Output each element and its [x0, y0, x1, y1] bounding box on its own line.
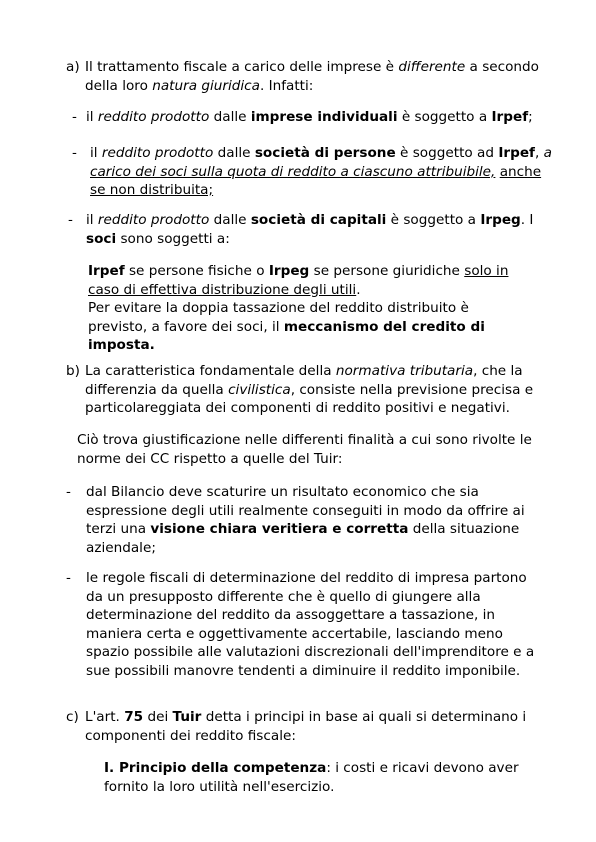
- principle-text: I. Principio della competenza: i costi e ricavi devono aver fornito la loro utilità nell'esercizio.: [104, 760, 519, 795]
- bullet-individuali-text: il reddito prodotto dalle imprese individuali è soggetto a Irpef;: [86, 109, 533, 125]
- item-b-text: La caratteristica fondamentale della normativa tributaria, che la differenzia da quella civilistica, consiste nella previsione precisa e particolareggiata dei componenti di reddito positivi e negativi.: [85, 363, 534, 416]
- soci-detail-text: Irpef se persone fisiche o Irpeg se persone giuridiche solo in caso di effettiva distribuzione degli utili. Per evitare la doppia tassazione del reddito distribuito è previsto, a favore dei soci, il meccanismo del credito di imposta.: [88, 263, 509, 353]
- item-c-marker: c): [66, 709, 79, 725]
- bullet-dash: -: [66, 484, 71, 500]
- bullet-bilancio-text: dal Bilancio deve scaturire un risultato economico che sia espressione degli utili realmente conseguiti in modo da offrire ai terzi una visione chiara veritiera e corretta della situazione aziendale;: [86, 484, 525, 556]
- item-c-text: L'art. 75 dei Tuir detta i principi in base ai quali si determinano i componenti dei reddito fiscale:: [85, 709, 527, 744]
- bullet-dash: -: [72, 145, 77, 161]
- item-b-marker: b): [66, 363, 80, 379]
- justification-text: Ciò trova giustificazione nelle differenti finalità a cui sono rivolte le norme dei CC rispetto a quelle del Tuir:: [77, 432, 532, 467]
- item-a-marker: a): [66, 59, 80, 75]
- bullet-dash: -: [72, 109, 77, 125]
- bullet-fiscali-text: le regole fiscali di determinazione del reddito di impresa partono da un presupposto differente che è quello di giungere alla determinazione del reddito da assoggettare a tassazione, in maniera certa e oggettivamente accertabile, lasciando meno spazio possibile alle valutazioni discrezionali dell'imprenditore e a sue possibili manovre tendenti a diminuire il reddito imponibile.: [86, 570, 535, 679]
- item-a-text: Il trattamento fiscale a carico delle imprese è differente a secondo della loro natura giuridica. Infatti:: [85, 59, 539, 94]
- bullet-dash: -: [66, 570, 71, 586]
- bullet-persone-text: il reddito prodotto dalle società di persone è soggetto ad Irpef, a carico dei soci sulla quota di reddito a ciascuno attribuibile, anche se non distribuita;: [90, 145, 552, 198]
- bullet-capitali-text: il reddito prodotto dalle società di capitali è soggetto a Irpeg. I soci sono soggetti a:: [86, 212, 534, 247]
- bullet-dash: -: [68, 212, 73, 228]
